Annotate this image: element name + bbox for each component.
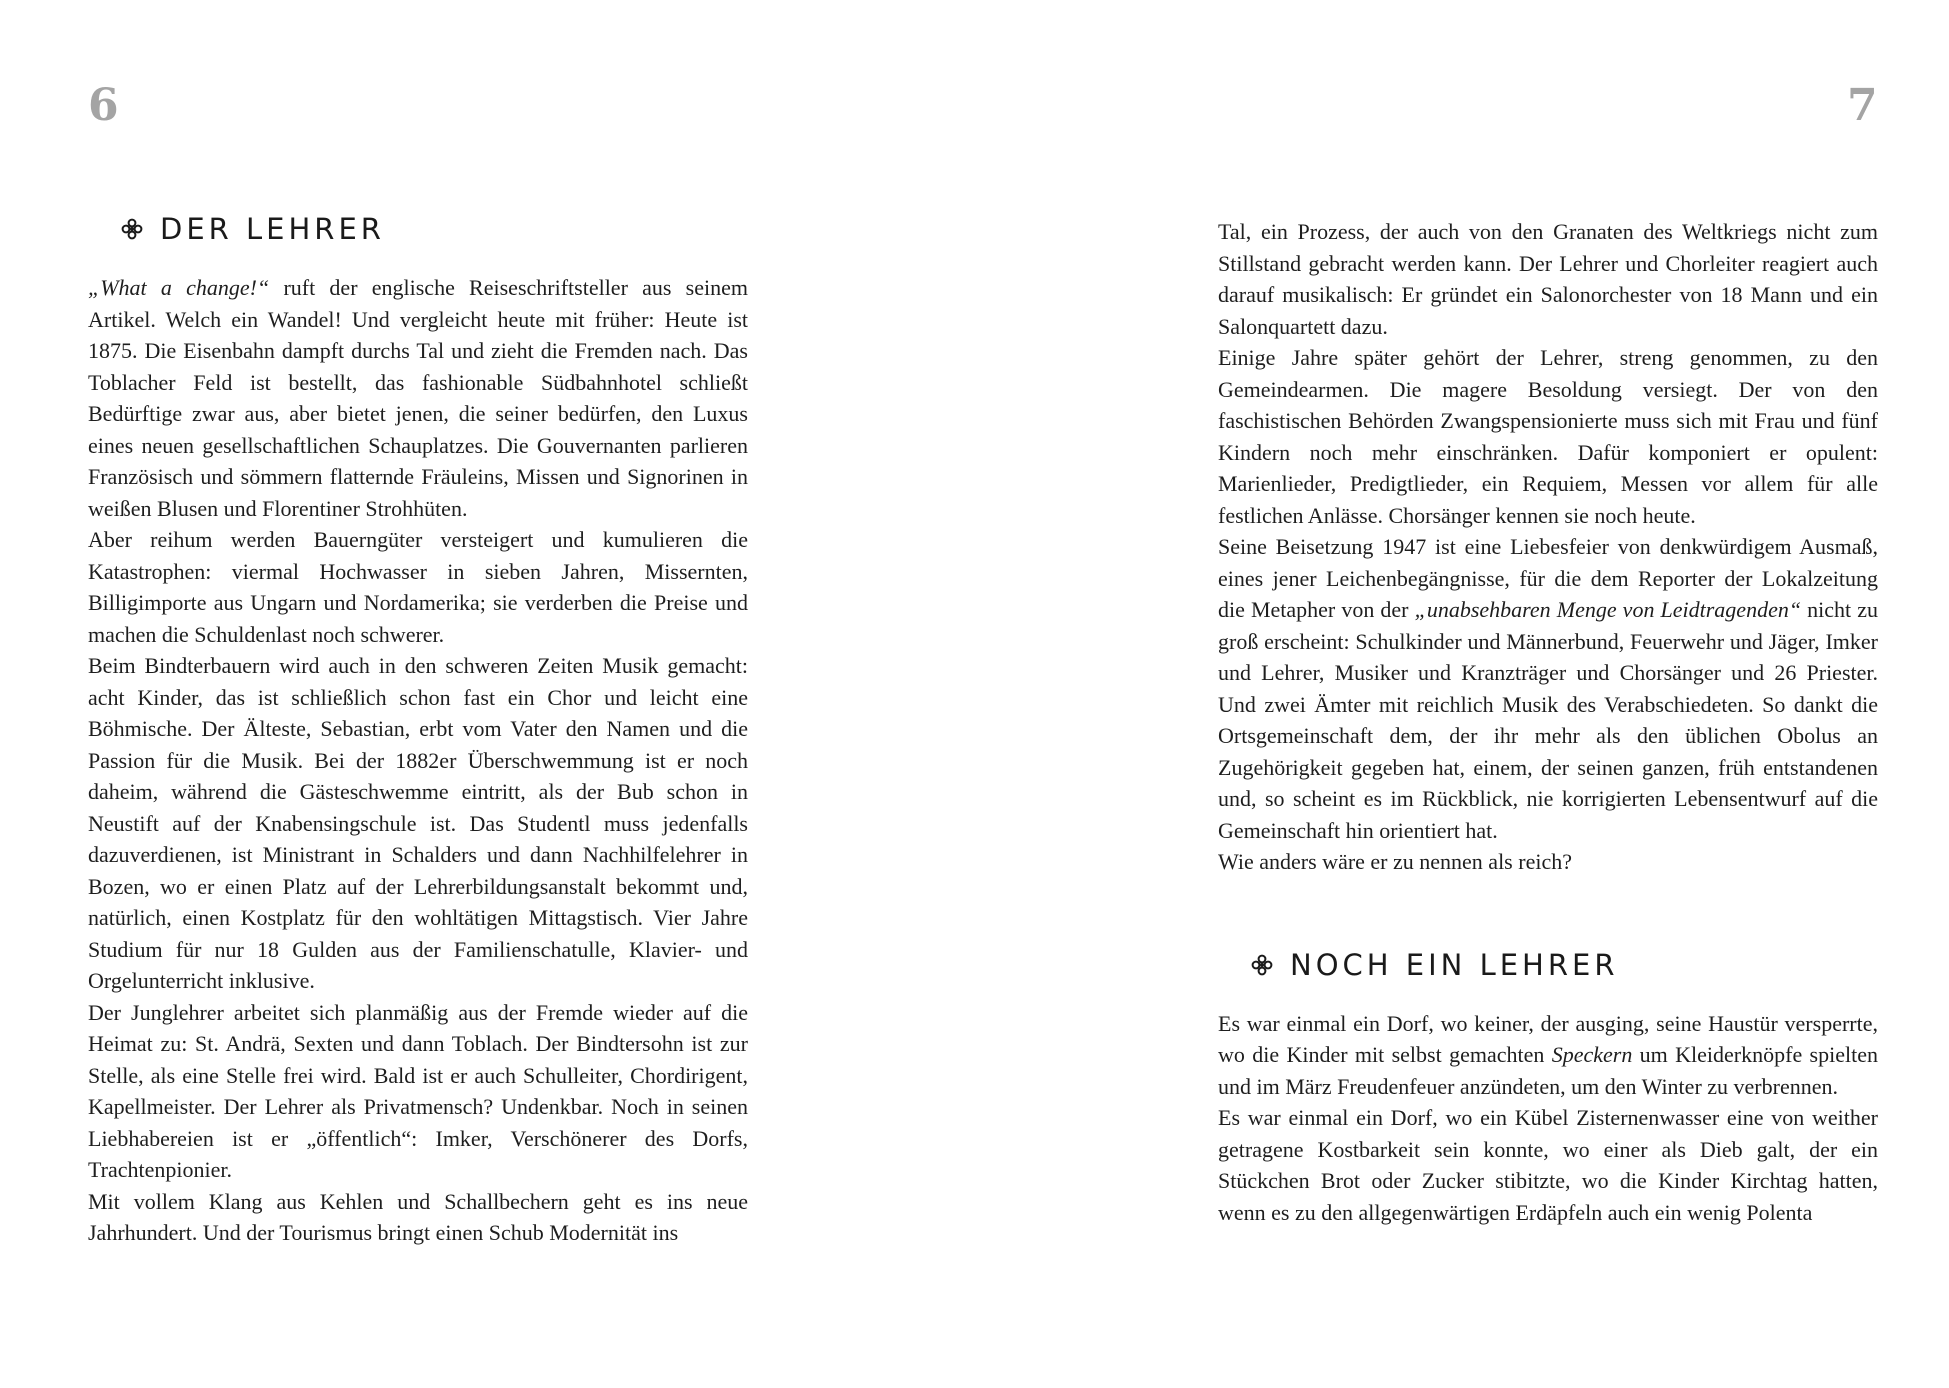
paragraph: Wie anders wäre er zu nennen als reich? xyxy=(1218,849,1572,874)
paragraph xyxy=(1218,1008,1878,1103)
paragraph-text: um Kleiderknöpfe spielten und im März Freudenfeuer anzündeten, um den Winter zu verbrennen. xyxy=(1218,1042,1878,1099)
section-heading-text: DER LEHRER xyxy=(160,212,385,246)
page-number-right: 7 xyxy=(1847,80,1878,131)
page-number-left: 6 xyxy=(88,80,119,131)
ornament-icon xyxy=(120,217,144,241)
paragraph: Einige Jahre später gehört der Lehrer, streng genommen, zu den Gemeindearmen. Die magere Besoldung versiegt. Der von den faschistischen Behörden Zwangspensionierte muss sich mit Frau und fünf Kindern noch mehr einschränken. Dafür komponiert er opulent: Marienlieder, Predigtlieder, ein Requiem, Messen vor allem für alle festlichen Anlässe. Chorsänger kennen sie noch heute. xyxy=(1218,345,1878,528)
section-heading-noch-ein-lehrer xyxy=(1250,942,1878,988)
paragraph: Mit vollem Klang aus Kehlen und Schallbechern geht es ins neue Jahrhundert. Und der Tourismus bringt einen Schub Modernität ins xyxy=(88,1188,748,1245)
ornament-icon xyxy=(1250,953,1274,977)
paragraph xyxy=(1218,531,1878,846)
section-heading-der-lehrer xyxy=(120,206,748,252)
paragraph: Beim Bindterbauern wird auch in den schweren Zeiten Musik gemacht: acht Kinder, das ist schließlich schon fast ein Chor und leicht eine Böhmische. Der Älteste, Sebastian, erbt vom Vater den Namen und die Passion für die Musik. Bei der 1882er Überschwemmung ist er noch daheim, während die Gästeschwemme eintritt, als der Bub schon in Neustift auf der Knabensingschule ist. Das Studentl muss jedenfalls dazuverdienen, ist Ministrant in Schalders und dann Nachhilfelehrer in Bozen, wo er einen Platz auf der Lehrerbildungsanstalt bekommt und, natürlich, einen Kostplatz für den wohltätigen Mittagstisch. Vier Jahre Studium für nur 18 Gulden aus der Familienschatulle, Klavier- und Orgelunterricht inklusive. xyxy=(88,653,748,993)
paragraph-text: nicht zu groß erscheint: Schulkinder und Männerbund, Feuerwehr und Jäger, Imker und Lehrer, Musiker und Kranzträger und Chorsänger und 26 Priester. Und zwei Ämter mit reichlich Musik des Verabschiedeten. So dankt die Ortsgemeinschaft dem, der ihr mehr als den üblichen Obolus an Zugehörigkeit gegeben hat, einem, der seinen ganzen, früh entstandenen und, so scheint es im Rückblick, nie korrigierten Lebensentwurf auf die Gemeinschaft hin orientiert hat. xyxy=(1218,597,1878,843)
paragraph: Tal, ein Prozess, der auch von den Granaten des Weltkriegs nicht zum Stillstand gebracht werden kann. Der Lehrer und Chorleiter reagiert auch darauf musikalisch: Er gründet ein Salonorchester von 18 Mann und ein Salonquartett dazu. xyxy=(1218,219,1878,339)
paragraph-text: ruft der englische Reiseschriftsteller aus seinem Artikel. Welch ein Wandel! Und vergleicht heute mit früher: Heute ist 1875. Die Eisenbahn dampft durchs Tal und zieht die Fremden nach. Das Toblacher Feld ist bestellt, das fashionable Südbahnhotel schließt Bedürftige zwar aus, aber bietet jenen, die seiner bedürfen, den Luxus eines neuen gesellschaftlichen Schauplatzes. Die Gouvernanten parlieren Französisch und sömmern flatternde Fräuleins, Missen und Signorinen in weißen Blusen und Florentiner Strohhüten. xyxy=(88,275,748,521)
quote-italic: „What a change!“ xyxy=(88,275,270,300)
paragraph-text: Es war einmal ein Dorf, wo keiner, der ausging, seine Haustür versperrte, wo die Kinder mit selbst gemachten xyxy=(1218,1010,1878,1067)
left-page-column xyxy=(88,206,748,1249)
paragraph-text: Seine Beisetzung 1947 ist eine Liebesfeier von denkwürdigem Ausmaß, eines jener Leichenbegängnisse, für die dem Reporter der Lokalzeitung die Metapher von der xyxy=(1218,534,1878,622)
quote-italic: „unabsehbaren Menge von Leidtragenden“ xyxy=(1414,597,1802,622)
italic-word: Speckern xyxy=(1551,1042,1633,1067)
paragraph: Der Junglehrer arbeitet sich planmäßig aus der Fremde wieder auf die Heimat zu: St. Andrä, Sexten und dann Toblach. Der Bindtersohn ist zur Stelle, als eine Stelle frei wird. Bald ist er auch Schulleiter, Chordirigent, Kapellmeister. Der Lehrer als Privatmensch? Undenkbar. Noch in seinen Liebhabereien ist er „öffentlich“: Imker, Verschönerer des Dorfs, Trachtenpionier. xyxy=(88,999,748,1182)
paragraph: Aber reihum werden Bauerngüter versteigert und kumulieren die Katastrophen: viermal Hochwasser in sieben Jahren, Missernten, Billigimporte aus Ungarn und Nordamerika; sie verderben die Preise und machen die Schuldenlast noch schwerer. xyxy=(88,527,748,647)
paragraph: Es war einmal ein Dorf, wo ein Kübel Zisternenwasser eine von weither getragene Kostbarkeit sein konnte, wo einer als Dieb galt, der ein Stückchen Brot oder Zucker stibitzte, wo die Kinder Kirchtag hatten, wenn es zu den allgegenwärtigen Erdäpfeln auch ein wenig Polenta xyxy=(1218,1105,1878,1225)
section-gap xyxy=(1218,878,1878,942)
right-page-column xyxy=(1218,216,1878,1228)
section-heading-text: NOCH EIN LEHRER xyxy=(1290,947,1619,982)
paragraph xyxy=(88,272,748,524)
